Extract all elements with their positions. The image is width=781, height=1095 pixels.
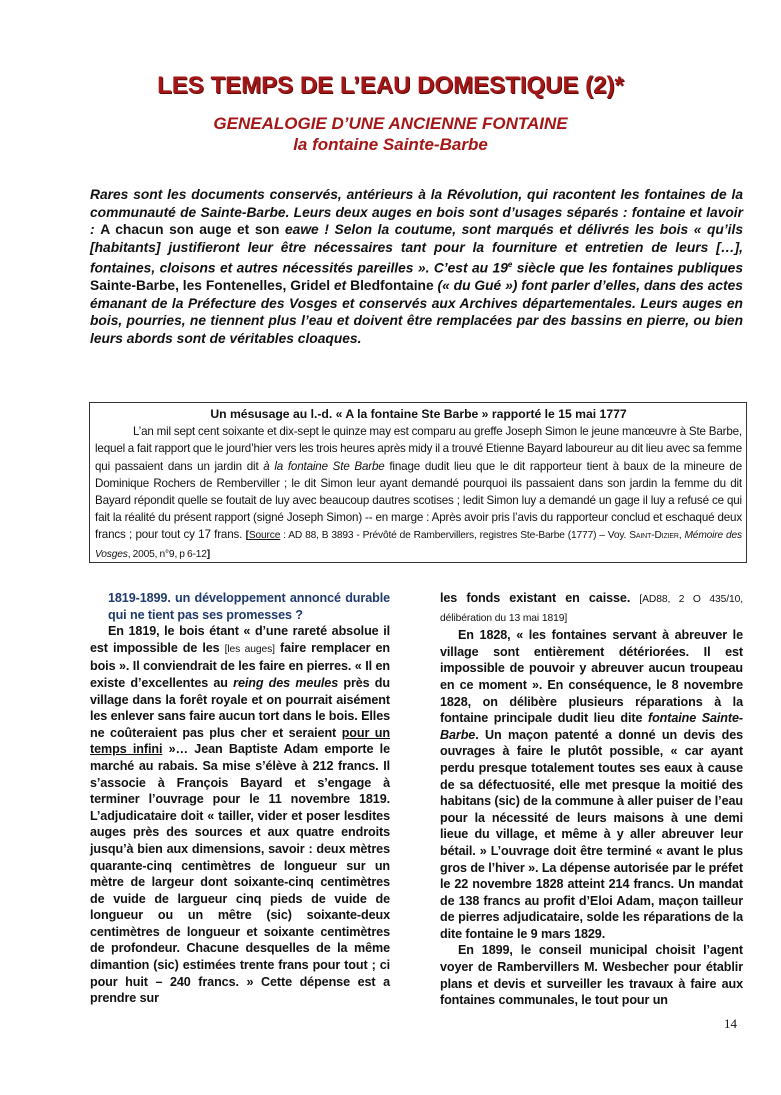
box-source-label: Source xyxy=(248,530,281,542)
box-text: L’an mil sept cent soixante et dix-sept le quinze may est comparu au greffe Joseph Simon le jeune manœuvre à Ste Barbe, lequel a fait rapport que le jourd’hier vers les trois heures après midy il a trouvé Etienne Bayard laboureur au dit lieu avec sa femme qui passaient dans un jardin dit xyxy=(95,425,742,473)
page-title: LES TEMPS DE L’EAU DOMESTIQUE (2)* xyxy=(157,72,624,99)
paragraph xyxy=(440,627,743,942)
intro-text: eawe xyxy=(284,222,319,237)
text: près du village dans la forêt royale et on pourrait aisément les enlever sans faire aucun tort dans le bois. Elles ne coûteraient pas plus cher et seraient xyxy=(90,675,390,740)
text: En 1828, « les fontaines servant à abreuver le village sont entièrement détériorées. Il est impossible de pouvoir y abreuver aucun troupeau en ce moment ». En conséquence, le 8 novembre 1828, on délibère plusieurs réparations à la fontaine principale dudit lieu dite xyxy=(440,628,743,726)
text: fontaine Sainte-Barbe xyxy=(440,711,743,742)
intro-text: (« du Gué ») font parler d’elles, dans des actes émanant de la Préfecture des Vosges et conservés aux Archives départementales. Leurs auges en bois, pourries, ne tiennent plus l’eau et doivent être remplacées par des bassins en pierre, ou bien leurs abords sont de véritables cloaques. xyxy=(90,278,743,346)
intro-text: et xyxy=(333,278,347,294)
paragraph: En 1899, le conseil municipal choisit l’agent voyer de Rambervillers M. Wesbecher pour établir plans et devis et surveiller les travaux à faire aux fontaines communales, le tout pour un xyxy=(440,943,743,1008)
intro-sup: e xyxy=(507,260,513,269)
intro-paragraph xyxy=(90,186,743,347)
intro-text: Rares sont les documents conservés, antérieurs à la Révolution, qui racontent les fontaines de la communauté de Sainte-Barbe. Leurs deux auges en bois sont d’usages séparés : fontaine et lavoir : xyxy=(90,187,743,237)
right-column xyxy=(440,590,743,1009)
box-body xyxy=(95,423,742,563)
intro-text: A chacun son auge et son xyxy=(100,222,285,237)
box-text: : AD 88, B 3893 - Prévôté de Rambervillers, registres Ste-Barbe (1777) – Voy. xyxy=(280,530,630,542)
text: reing des meules xyxy=(233,675,339,690)
box-text: ] xyxy=(206,548,211,560)
text: pour un temps infini xyxy=(90,725,390,757)
box-text: à la fontaine Ste Barbe xyxy=(263,459,385,473)
box-text: , xyxy=(678,530,685,542)
box-title: Un mésusage au l.-d. « A la fontaine Ste Barbe » rapporté le 15 mai 1777 xyxy=(210,407,627,421)
text: . Un maçon patenté a donné un devis des ouvrages à faire le plutôt possible, « car ayant perdu presque totalement toutes ses eaux à cause de sa défectuosité, elle met presque la moitié des habitans (sic) de la commune à aller puiser de l’eau pour la nécessité de leurs maisons à une demi lieue du village, et même à y aller abreuver leur bétail. » L’ouvrage doit être terminé « avant le plus gros de l’hiver ». La dépense autorisée par le préfet le 22 novembre 1828 atteint 214 francs. Un mandat de 138 francs au profit d’Eloi Adam, maçon tailleur de pierres adjudicataire, solde les réparations de la dite fontaine le 9 mars 1829. xyxy=(440,727,743,941)
intro-text: siècle que les fontaines publiques xyxy=(512,260,743,276)
text: »… Jean Baptiste Adam emporte le marché au rabais. Sa mise s’élève à 212 francs. Il s’associe à François Bayard et s’engage à terminer l’ouvrage pour le 11 novembre 1819. L’adjudicataire doit « tailler, vider et poser lesdites auges près des sources et aux quatre endroits jusqu’à bien aux dimensions, savoir : deux mètres quarante-cinq centimètres de longueur sur un mètre de largeur dont soixante-cinq centimètres de vuide de largueur cinq pieds de vuide de longueur ou un mêtre (sic) soixante-deux centimètres de longueur et soixante centimètres de profondeur. Chacune desquelles de la même dimantion (sic) estimées trente frans pour tout ; ci pour huit – 240 francs. » Cette dépense est a prendre sur xyxy=(90,742,390,1006)
text: [AD88, 2 O 435/10, délibération du 13 mai 1819] xyxy=(440,594,743,624)
subtitle: GENEALOGIE D’UNE ANCIENNE FONTAINE xyxy=(213,114,568,133)
archive-excerpt-box xyxy=(89,402,747,563)
box-text: Saint-Dizier xyxy=(629,530,679,542)
left-column xyxy=(90,590,390,1007)
box-text: , 2005, n°9, p 6-12 xyxy=(127,548,207,560)
box-text: [ xyxy=(245,530,249,542)
intro-text: Sainte-Barbe, les Fontenelles, Gridel xyxy=(90,278,334,294)
intro-text: ! Selon la coutume, sont marqués et délivrés les bois « qu’ils [habitants] justifieront leur être nécessaires tant pour la fourniture et entretien de leurs […], fontaines, cloisons et autres nécessités pareilles ». C’est au 19 xyxy=(90,222,744,276)
text: les fonds existant en caisse. xyxy=(440,591,640,605)
box-text: Mémoire des Vosges xyxy=(95,530,742,560)
subtitle-2: la fontaine Sainte-Barbe xyxy=(293,135,488,154)
text: faire remplacer en bois ». Il conviendrait de les faire en pierres. « Il en existe d’excellentes au xyxy=(90,640,391,690)
box-text: finage dudit lieu que le dit rapporteur tient à baux de la mineure de Dominique Rochers de Remberviller ; le dit Simon leur ayant demandé pourquoi ils passaient dans son jardin la femme du dit Bayard répondit quelle se foutait de luy avec beaucoup dautres scotises ; ledit Simon luy a demandé un gage il luy a refusé ce qui fait la réalité du présent rapport (signé Joseph Simon) -- en marge : Après avoir pris l’avis du rapporteur conclud et eschaqué deux francs ; pour tout cy 17 frans. xyxy=(95,459,742,542)
intro-text: Bledfontaine xyxy=(346,278,434,294)
section-heading: 1819-1899. un développement annoncé durable qui ne tient pas ses promesses ? xyxy=(108,591,390,622)
paragraph xyxy=(440,590,743,627)
text: En 1819, le bois étant « d’une rareté absolue il est impossible de les xyxy=(90,624,390,655)
paragraph xyxy=(90,623,390,1007)
page-number: 14 xyxy=(724,1016,737,1031)
text: [les auges] xyxy=(224,643,275,655)
